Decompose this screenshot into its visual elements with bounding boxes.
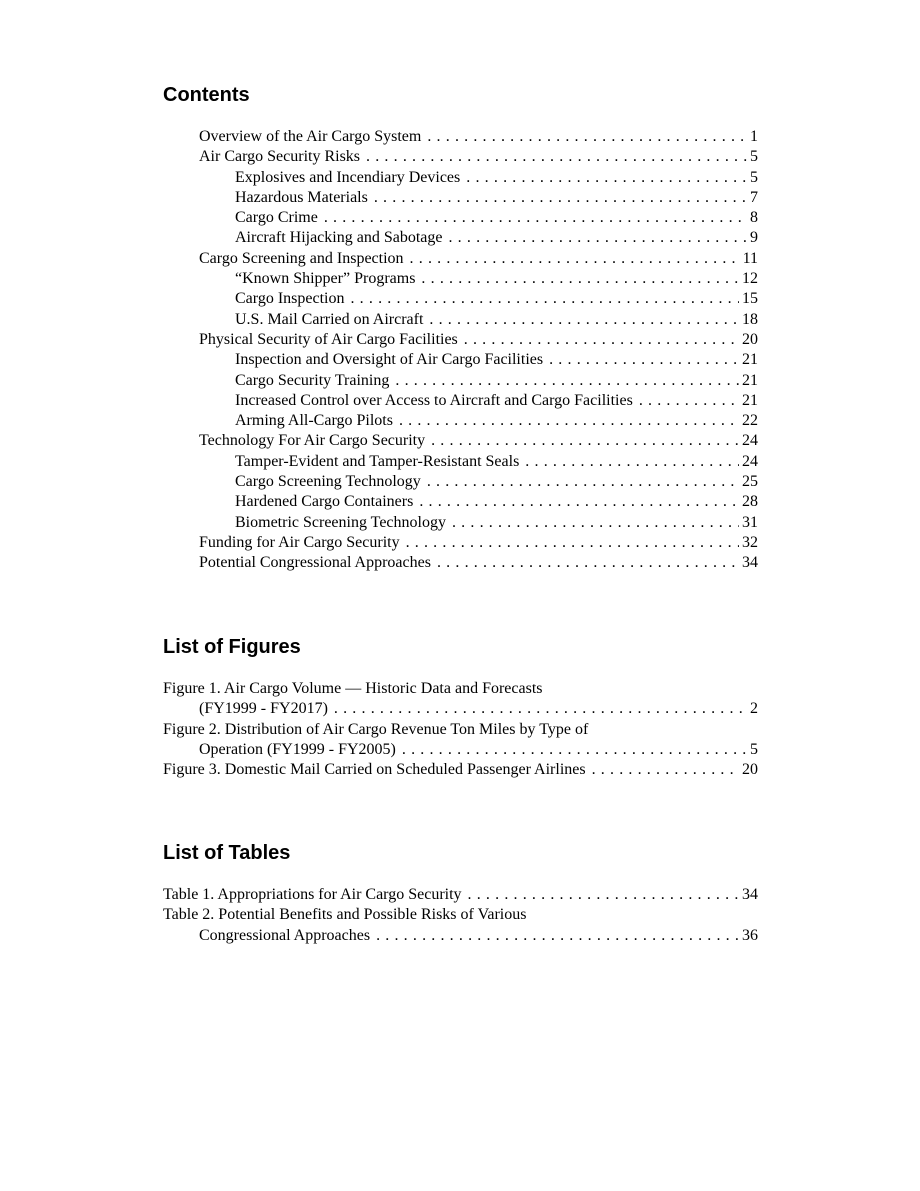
toc-entry-title: Arming All-Cargo Pilots: [235, 412, 393, 430]
dot-leader: [410, 249, 740, 269]
toc-entry[interactable]: [235, 513, 758, 533]
dot-leader: [448, 228, 747, 248]
table-entry-title: Table 1. Appropriations for Air Cargo Security: [163, 886, 462, 903]
toc-entry-title: Air Cargo Security Risks: [199, 148, 361, 166]
toc-entry-title: Cargo Inspection: [235, 290, 345, 308]
toc-entry-title: Overview of the Air Cargo System: [199, 128, 422, 145]
table-entry-page: 34: [742, 886, 758, 903]
toc-entry-title: “Known Shipper” Programs: [235, 270, 416, 288]
toc-entry-title: Cargo Security Training: [235, 371, 390, 389]
dot-leader: [639, 391, 739, 411]
tables-heading: List of Tables: [163, 842, 291, 864]
toc-entry-title: Cargo Screening Technology: [235, 473, 421, 491]
dot-leader: [421, 269, 739, 289]
toc-entry-title: Explosives and Incendiary Devices: [235, 168, 461, 186]
figure-entry-line[interactable]: [163, 720, 758, 740]
toc-entry-page: 1: [750, 128, 758, 145]
dot-leader: [395, 371, 739, 391]
toc-entry-title: Cargo Crime: [235, 209, 318, 227]
table-entry-page: 36: [742, 926, 758, 944]
dot-leader: [429, 310, 739, 330]
toc-entry-title: Technology For Air Cargo Security: [199, 432, 426, 450]
toc-entry[interactable]: [199, 147, 758, 167]
toc-entry-title: Biometric Screening Technology: [235, 513, 446, 531]
table-entry[interactable]: [199, 926, 758, 946]
toc-entry[interactable]: [235, 411, 758, 431]
toc-entry[interactable]: [199, 127, 758, 147]
toc-entry-title: Hardened Cargo Containers: [235, 493, 414, 511]
figure-entry-title: Figure 1. Air Cargo Volume — Historic Data and Forecasts: [163, 680, 543, 697]
toc-entry-page: 18: [742, 310, 758, 328]
figure-entry-page: 20: [742, 761, 758, 779]
figure-entry-page: 5: [750, 740, 758, 758]
figure-entry-title-cont: Operation (FY1999 - FY2005): [199, 740, 396, 758]
toc-entry-page: 25: [742, 473, 758, 491]
dot-leader: [399, 411, 739, 431]
toc-entry-page: 24: [742, 432, 758, 450]
toc-entry-page: 21: [742, 391, 758, 409]
contents-list: [0, 127, 920, 574]
toc-entry[interactable]: [235, 391, 758, 411]
dot-leader: [402, 740, 747, 760]
toc-entry-page: 9: [750, 229, 758, 247]
table-entry-line[interactable]: [163, 905, 758, 925]
dot-leader: [466, 168, 747, 188]
table-entry-title-cont: Congressional Approaches: [199, 926, 371, 944]
toc-entry-page: 12: [742, 270, 758, 288]
toc-entry[interactable]: [235, 208, 758, 228]
toc-entry[interactable]: [235, 371, 758, 391]
dot-leader: [437, 553, 739, 573]
toc-entry[interactable]: [235, 289, 758, 309]
dot-leader: [452, 513, 739, 533]
toc-entry[interactable]: [235, 228, 758, 248]
dot-leader: [427, 472, 739, 492]
toc-entry[interactable]: [199, 249, 758, 269]
table-entry-title: Table 2. Potential Benefits and Possible Risks of Various: [163, 906, 527, 924]
dot-leader: [324, 208, 747, 228]
toc-entry[interactable]: [199, 431, 758, 451]
toc-entry-page: 22: [742, 412, 758, 430]
toc-entry-title: Hazardous Materials: [235, 188, 368, 206]
toc-entry-page: 34: [742, 554, 758, 572]
dot-leader: [334, 699, 747, 719]
toc-entry-page: 11: [742, 249, 758, 267]
toc-entry[interactable]: [199, 533, 758, 553]
toc-entry-title: Tamper-Evident and Tamper-Resistant Seals: [235, 452, 520, 470]
dot-leader: [431, 431, 739, 451]
toc-entry-title: Potential Congressional Approaches: [199, 554, 431, 572]
toc-entry-title: U.S. Mail Carried on Aircraft: [235, 310, 424, 328]
figure-entry-page: 2: [750, 700, 758, 718]
toc-entry[interactable]: [199, 553, 758, 573]
toc-entry[interactable]: [235, 269, 758, 289]
toc-entry-title: Physical Security of Air Cargo Facilities: [199, 330, 458, 348]
toc-entry-page: 8: [750, 209, 758, 227]
toc-entry-title: Aircraft Hijacking and Sabotage: [235, 229, 443, 247]
contents-heading: Contents: [163, 84, 250, 106]
figure-entry-title: Figure 2. Distribution of Air Cargo Revenue Ton Miles by Type of: [163, 720, 589, 738]
toc-entry-page: 5: [750, 168, 758, 186]
toc-entry-page: 32: [742, 533, 758, 551]
figure-entry-line[interactable]: [163, 679, 758, 699]
toc-entry[interactable]: [235, 492, 758, 512]
figures-list: [0, 679, 920, 780]
dot-leader: [592, 760, 739, 780]
dot-leader: [406, 533, 739, 553]
toc-entry-page: 20: [742, 330, 758, 348]
dot-leader: [525, 452, 739, 472]
figure-entry[interactable]: [199, 740, 758, 760]
toc-entry[interactable]: [235, 472, 758, 492]
figures-heading: List of Figures: [163, 636, 301, 658]
toc-entry-page: 24: [742, 452, 758, 470]
dot-leader: [374, 188, 747, 208]
figure-entry-title: Figure 3. Domestic Mail Carried on Scheduled Passenger Airlines: [163, 761, 586, 779]
dot-leader: [464, 330, 739, 350]
toc-entry-page: 5: [750, 148, 758, 166]
toc-entry[interactable]: [199, 330, 758, 350]
toc-entry-title: Inspection and Oversight of Air Cargo Facilities: [235, 351, 544, 369]
toc-entry-page: 21: [742, 351, 758, 369]
toc-entry-page: 31: [742, 513, 758, 531]
figure-entry[interactable]: [163, 760, 758, 780]
toc-entry-title: Cargo Screening and Inspection: [199, 249, 404, 267]
dot-leader: [419, 492, 739, 512]
toc-entry[interactable]: [235, 350, 758, 370]
toc-entry-page: 28: [742, 493, 758, 511]
toc-entry[interactable]: [235, 188, 758, 208]
table-entry[interactable]: [163, 885, 758, 905]
toc-entry-page: 7: [750, 188, 758, 206]
toc-entry[interactable]: [235, 310, 758, 330]
dot-leader: [376, 926, 739, 946]
dot-leader: [350, 289, 739, 309]
dot-leader: [366, 147, 747, 167]
dot-leader: [549, 350, 739, 370]
figure-entry-title-cont: (FY1999 - FY2017): [199, 700, 328, 718]
dot-leader: [468, 885, 739, 905]
tables-list: [0, 885, 920, 946]
toc-entry-page: 15: [742, 290, 758, 308]
toc-entry[interactable]: [235, 168, 758, 188]
toc-entry-title: Increased Control over Access to Aircraft and Cargo Facilities: [235, 391, 633, 409]
figure-entry[interactable]: [199, 699, 758, 719]
toc-entry-title: Funding for Air Cargo Security: [199, 533, 400, 551]
toc-entry[interactable]: [235, 452, 758, 472]
dot-leader: [427, 127, 747, 147]
toc-entry-page: 21: [742, 371, 758, 389]
